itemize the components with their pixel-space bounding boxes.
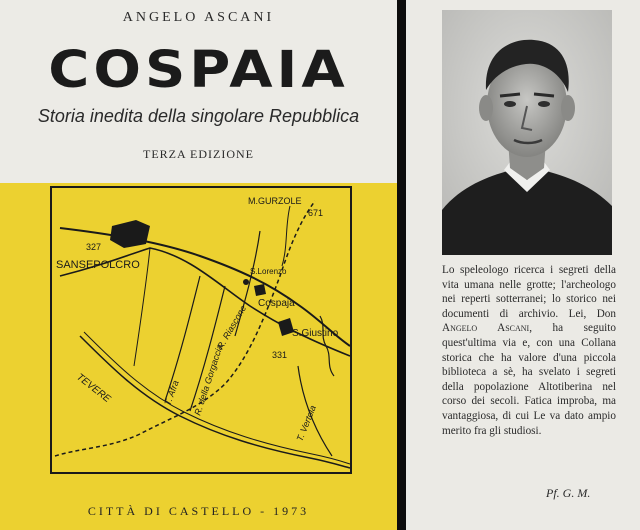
map-drawing [50, 186, 352, 474]
cover-edition: TERZA EDIZIONE [143, 147, 254, 161]
map-town-sansepolcro-icon [110, 220, 150, 248]
map-label-lorenzo: S.Lorenzo [250, 267, 287, 276]
tribute-text [442, 263, 616, 438]
cover-subtitle: Storia inedita della singolare Repubblica [37, 106, 360, 126]
map-label-riascone: R. Riascone [215, 303, 249, 351]
priest-portrait-image [442, 10, 612, 255]
portrait-page [406, 0, 640, 530]
map-label-elev-327: 327 [86, 242, 102, 252]
map-label-sansepolcro: SANSEPOLCRO [56, 259, 140, 271]
map-label-elev-331: 331 [272, 350, 288, 360]
map-label-elev-671: 671 [308, 208, 324, 218]
cover-author: ANGELO ASCANI [122, 10, 275, 25]
portrait-photo [442, 10, 612, 255]
map-label-vertola: T. Vertola [294, 403, 319, 443]
map-label-sgiustino: S.Giustino [292, 328, 339, 339]
map-label-afra: T. Afra [162, 378, 181, 407]
cover-title: COSPAIA [48, 41, 349, 100]
map-label-tevere: TEVERE [74, 371, 113, 406]
map-label-cospaja: Cospaja [258, 298, 295, 309]
tribute-text-part1: Lo speleologo ricerca i segreti della vita umana nelle grotte; l'archeologo nei reperti sotterranei; lo storico nei documenti di archivio. Lei, Don [442, 264, 616, 320]
map-town-cospaja-icon [254, 284, 266, 296]
map-label-gorgaccia: R. della Gorgaccia [192, 343, 225, 417]
tribute-text-name: Angelo Ascani [442, 322, 530, 335]
map-label-gurzole: M.GURZOLE [248, 196, 302, 206]
cover-imprint: CITTÀ DI CASTELLO - 1973 [87, 504, 310, 518]
tribute-text-part2: , ha seguito quest'ultima via e, con una Collana storica che ha valore d'una piccola biblioteca a sè, ha svelato i segreti della popolazione Altotiberina nel corso dei secoli. Fatica improba, ma vantaggiosa, di cui Le va dato ampio merito fra gli studiosi. [442, 322, 616, 437]
map-town-lorenzo-icon [243, 279, 249, 285]
tribute-signature: Pf. G. M. [546, 486, 591, 500]
cover-map [50, 186, 352, 474]
